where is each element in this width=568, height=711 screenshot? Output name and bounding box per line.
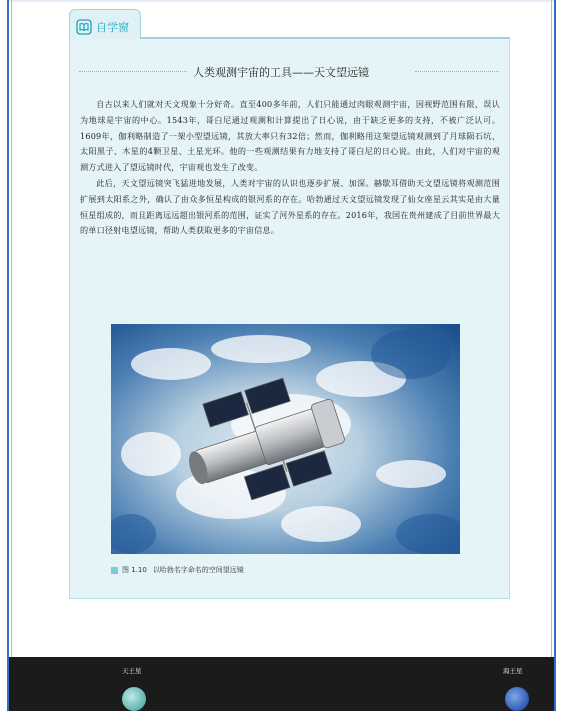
paragraph: 此后，天文望远镜突飞猛进地发展，人类对宇宙的认识也逐步扩展、加深。赫歇耳借助天文望远镜将观测范围扩展到太阳系之外，确认了由众多恒星构成的银河系的存在。哈勃通过天文望远镜发现了仙女座星云其实是由大量恒星组成的，而且距离远远超出银河系的范围，证实了河外星系的存在。2016年，我国在贵州建成了目前世界最大的单口径射电望远镜，帮助人类获取更多的宇宙信息。: [80, 177, 500, 236]
neptune-planet: [505, 687, 529, 711]
uranus-label: 天王星: [122, 667, 142, 675]
caption-text: 以哈勃名字命名的空间望远镜: [152, 566, 244, 574]
figure-caption: [111, 565, 244, 575]
self-study-tab-label: 自学窗: [96, 21, 129, 34]
figure-number: 图 1.10: [122, 566, 147, 574]
hubble-space-telescope-photo: [111, 324, 460, 554]
self-study-tab-content: [70, 13, 140, 41]
article-title: 人类观测宇宙的工具——天文望远镜: [193, 66, 369, 79]
title-divider-right: [415, 71, 499, 72]
title-divider-left: [79, 71, 187, 72]
neptune-label: 海王星: [503, 667, 523, 675]
caption-marker: [111, 567, 118, 574]
article-body: [80, 97, 500, 239]
panel-top-line: [141, 37, 510, 39]
book-icon: [75, 18, 93, 36]
article-title-row: [79, 64, 499, 80]
uranus-planet: [122, 687, 146, 711]
planets-footer-strip: [9, 657, 554, 711]
paragraph: 自古以来人们就对天文现象十分好奇。直至400多年前，人们只能通过肉眼观测宇宙，因视野范围有限，误认为地球是宇宙的中心。1543年，哥白尼通过观测和计算提出了日心说，由于缺乏更多的支持，不被广泛认可。1609年，伽利略制造了一架小型望远镜，其放大率只有32倍；然而，伽利略用这架望远镜观测到了月球陨石坑、太阳黑子、木星的4颗卫星、土星光环。他的一些观测结果有力地支持了哥白尼的日心说。由此，人们对宇宙的观测方式进入了望远镜时代，宇宙观也发生了改变。: [80, 99, 500, 173]
